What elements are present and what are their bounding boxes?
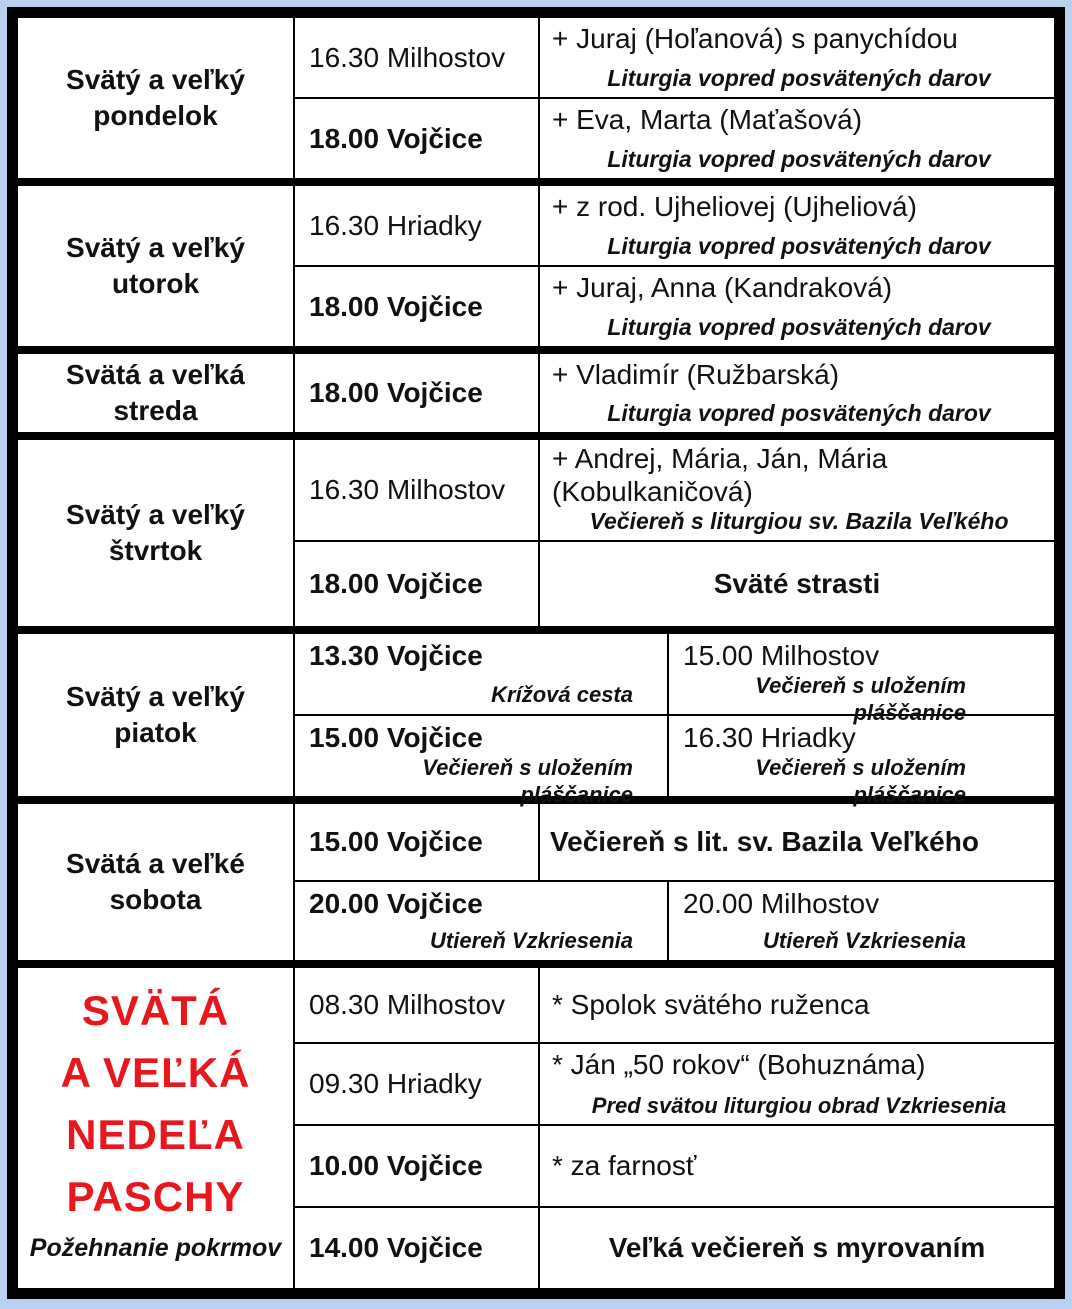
service-row <box>295 354 1054 432</box>
intention-text: * Spolok svätého ruženca <box>552 989 870 1020</box>
liturgy-subtitle: Liturgia vopred posvätených darov <box>607 314 991 340</box>
service-cell <box>295 716 669 807</box>
liturgy-subtitle: Liturgia vopred posvätených darov <box>607 146 991 172</box>
day-label-wednesday <box>18 354 295 432</box>
liturgy-subtitle: Utiereň Vzkriesenia <box>763 928 966 953</box>
day-label-easter-sunday <box>18 968 295 1288</box>
day-label-monday <box>18 18 295 178</box>
service-title: Sväté strasti <box>713 568 881 599</box>
service-row <box>295 267 1054 346</box>
day-label-text: Svätá a veľké sobota <box>66 848 245 915</box>
service-cell <box>295 882 669 960</box>
saturday-services <box>295 804 1054 960</box>
service-row <box>295 1126 1054 1208</box>
intention-text: + z rod. Ujheliovej (Ujheliová) <box>552 191 917 222</box>
service-row <box>295 1208 1054 1288</box>
monday-services <box>295 18 1054 178</box>
service-cell <box>540 99 1054 178</box>
time-text: 09.30 Hriadky <box>309 1068 482 1099</box>
day-label-thursday <box>18 440 295 626</box>
time-cell <box>295 804 540 880</box>
service-row <box>295 804 1054 882</box>
time-cell <box>295 440 540 540</box>
day-label-text: Svätá a veľká streda <box>66 359 245 426</box>
intention-text: + Vladimír (Ružbarská) <box>552 359 840 390</box>
service-cell <box>540 968 1054 1042</box>
time-text: 16.30 Hriadky <box>683 722 856 753</box>
time-cell <box>295 542 540 626</box>
feast-title <box>61 980 251 1228</box>
liturgy-subtitle: Liturgia vopred posvätených darov <box>607 65 991 91</box>
day-label-tuesday <box>18 186 295 346</box>
feast-title-line: A VEĽKÁ <box>60 1049 251 1096</box>
time-text: 15.00 Vojčice <box>309 722 483 753</box>
time-text: 15.00 Vojčice <box>309 826 483 857</box>
service-cell <box>540 1126 1054 1206</box>
time-cell <box>295 968 540 1042</box>
time-cell <box>295 354 540 432</box>
service-row <box>295 634 1054 725</box>
liturgy-subtitle: Pred svätou liturgiou obrad Vzkriesenia <box>591 1093 1007 1118</box>
intention-text: + Eva, Marta (Maťašová) <box>552 104 863 135</box>
intention-text: + Andrej, Mária, Ján, Mária (Kobulkaničová) <box>552 443 888 507</box>
service-row <box>295 882 1054 960</box>
service-title: Večiereň s lit. sv. Bazila Veľkého <box>550 826 979 857</box>
time-text: 16.30 Milhostov <box>309 474 506 505</box>
liturgy-subtitle: Večiereň s uložením pláščanice <box>755 755 966 807</box>
service-cell <box>669 716 1054 807</box>
time-text: 18.00 Vojčice <box>309 122 483 154</box>
service-cell <box>669 634 1054 725</box>
service-cell <box>540 354 1054 432</box>
tuesday-services <box>295 186 1054 346</box>
day-row-easter-sunday <box>18 968 1054 1288</box>
time-text: 18.00 Vojčice <box>309 568 483 599</box>
intention-text: * za farnosť <box>552 1150 697 1181</box>
service-cell <box>540 1044 1054 1124</box>
time-text: 18.00 Vojčice <box>309 377 483 408</box>
day-row-wednesday <box>18 354 1054 440</box>
time-text: 18.00 Vojčice <box>309 290 483 322</box>
time-cell <box>295 1044 540 1124</box>
liturgy-subtitle: Utiereň Vzkriesenia <box>430 928 633 953</box>
feast-title-line: PASCHY <box>66 1173 245 1220</box>
time-text: 16.30 Hriadky <box>309 209 482 241</box>
day-label-saturday <box>18 804 295 960</box>
wednesday-services <box>295 354 1054 432</box>
service-row <box>295 186 1054 267</box>
time-text: 16.30 Milhostov <box>309 41 506 73</box>
time-text: 20.00 Milhostov <box>683 888 880 919</box>
day-row-tuesday <box>18 186 1054 354</box>
feast-note: Požehnanie pokrmov <box>29 1234 282 1262</box>
service-cell <box>540 18 1054 97</box>
intention-text: + Juraj (Hoľanová) s panychídou <box>552 23 958 54</box>
service-row <box>295 99 1054 178</box>
liturgy-subtitle: Večiereň s uložením pláščanice <box>755 673 966 725</box>
time-cell <box>295 1208 540 1288</box>
day-label-text: Svätý a veľký štvrtok <box>66 499 245 566</box>
day-row-friday <box>18 634 1054 807</box>
service-cell <box>669 882 1054 960</box>
time-cell <box>295 1126 540 1206</box>
sunday-services <box>295 968 1054 1288</box>
day-label-text: Svätý a veľký piatok <box>66 681 245 748</box>
thursday-services <box>295 440 1054 626</box>
time-cell <box>295 186 540 265</box>
intention-text: + Juraj, Anna (Kandraková) <box>552 272 893 303</box>
time-text: 10.00 Vojčice <box>309 1150 483 1181</box>
time-text: 14.00 Vojčice <box>309 1232 483 1263</box>
service-cell <box>540 267 1054 346</box>
friday-services <box>295 634 1054 807</box>
intention-text: * Ján „50 rokov“ (Bohuznáma) <box>552 1049 926 1080</box>
service-row <box>295 440 1054 542</box>
liturgy-subtitle: Večiereň s liturgiou sv. Bazila Veľkého <box>589 508 1009 534</box>
liturgy-subtitle: Liturgia vopred posvätených darov <box>607 233 991 259</box>
day-row-thursday <box>18 440 1054 634</box>
liturgy-subtitle: Liturgia vopred posvätených darov <box>607 400 991 426</box>
service-cell <box>295 634 669 714</box>
service-row <box>295 968 1054 1044</box>
service-row <box>295 542 1054 626</box>
time-cell <box>295 18 540 97</box>
feast-title-line: SVÄTÁ <box>81 987 230 1034</box>
day-label-text: Svätý a veľký utorok <box>66 232 245 299</box>
day-row-saturday <box>18 804 1054 968</box>
liturgy-subtitle: Večiereň s uložením pláščanice <box>422 755 633 807</box>
service-title: Veľká večiereň s myrovaním <box>608 1232 986 1263</box>
service-row <box>295 716 1054 807</box>
day-row-monday <box>18 18 1054 186</box>
time-cell <box>295 99 540 178</box>
time-text: 08.30 Milhostov <box>309 989 506 1020</box>
day-label-friday <box>18 634 295 796</box>
day-label-text: Svätý a veľký pondelok <box>66 64 245 131</box>
time-text: 20.00 Vojčice <box>309 888 483 919</box>
time-cell <box>295 267 540 346</box>
feast-title-line: NEDEĽA <box>66 1111 245 1158</box>
schedule-table <box>7 7 1065 1299</box>
service-cell <box>540 440 1054 540</box>
time-text: 15.00 Milhostov <box>683 640 880 671</box>
liturgy-subtitle: Krížová cesta <box>491 682 633 707</box>
service-row <box>295 1044 1054 1126</box>
service-row <box>295 18 1054 99</box>
service-cell <box>540 186 1054 265</box>
time-text: 13.30 Vojčice <box>309 640 483 671</box>
